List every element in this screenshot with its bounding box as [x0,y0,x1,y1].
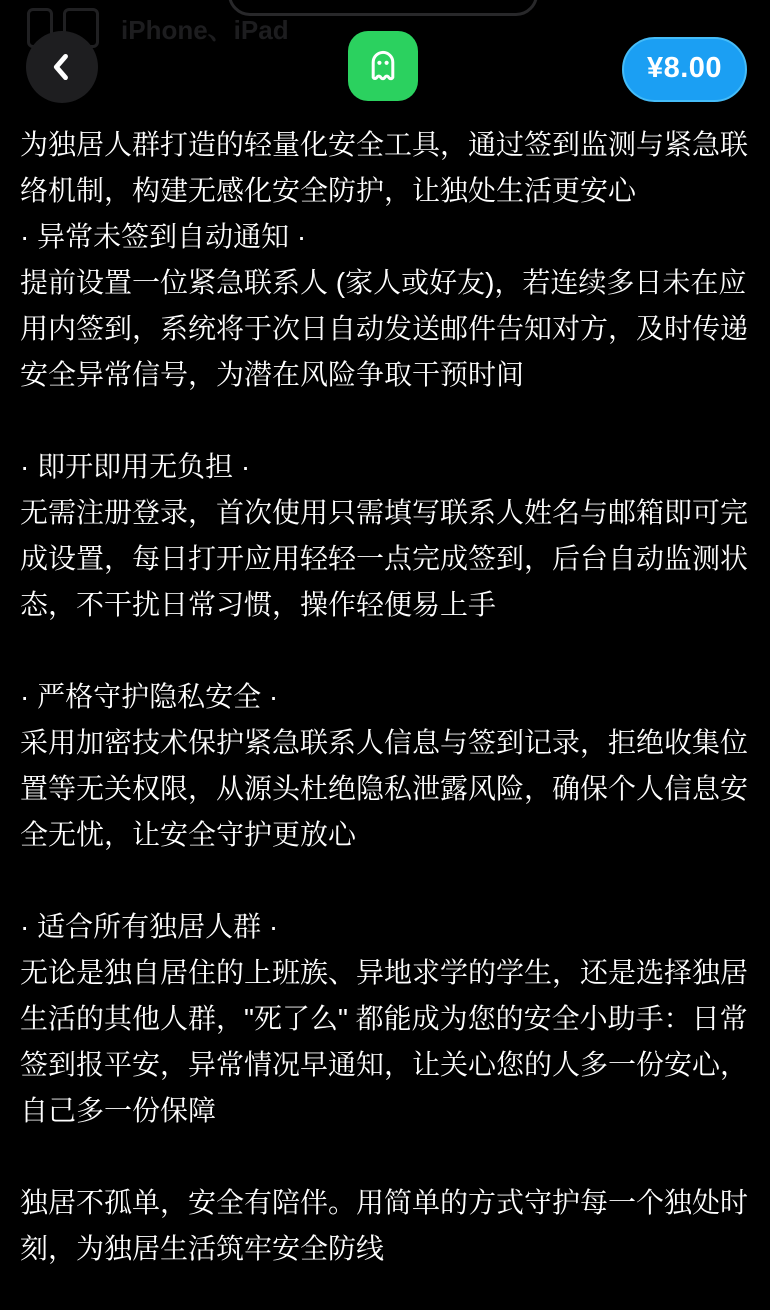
section-title: · 严格守护隐私安全 · [20,681,279,712]
description-section [20,444,748,628]
description-outro: 独居不孤单，安全有陪伴。用简单的方式守护每一个独处时刻，为独居生活筑牢安全防线 [20,1187,749,1264]
section-title: · 异常未签到自动通知 · [20,221,307,252]
section-body: 采用加密技术保护紧急联系人信息与签到记录，拒绝收集位置等无关权限，从源头杜绝隐私泄露风险，确保个人信息安全无忧，让安全守护更放心 [20,727,749,850]
section-title: · 即开即用无负担 · [20,451,251,482]
description-intro: 为独居人群打造的轻量化安全工具，通过签到监测与紧急联络机制，构建无感化安全防护，让独处生活更安心 [20,129,749,206]
section-body: 无需注册登录，首次使用只需填写联系人姓名与邮箱即可完成设置，每日打开应用轻轻一点完成签到，后台自动监测状态，不干扰日常习惯，操作轻便易上手 [20,497,749,620]
description-section [20,214,748,398]
description-section [20,904,748,1134]
section-title: · 适合所有独居人群 · [20,911,279,942]
price-button[interactable]: ¥8.00 [622,37,747,102]
description-section [20,674,748,858]
section-body: 无论是独自居住的上班族、异地求学的学生，还是选择独居生活的其他人群，"死了么" 都能成为您的安全小助手：日常签到报平安，异常情况早通知，让关心您的人多一份安心，自己多一份保障 [20,957,749,1126]
section-body: 提前设置一位紧急联系人 (家人或好友)，若连续多日未在应用内签到，系统将于次日自动发送邮件告知对方，及时传递安全异常信号，为潜在风险争取干预时间 [20,267,749,390]
supported-devices-label: iPhone、iPad [121,14,289,45]
